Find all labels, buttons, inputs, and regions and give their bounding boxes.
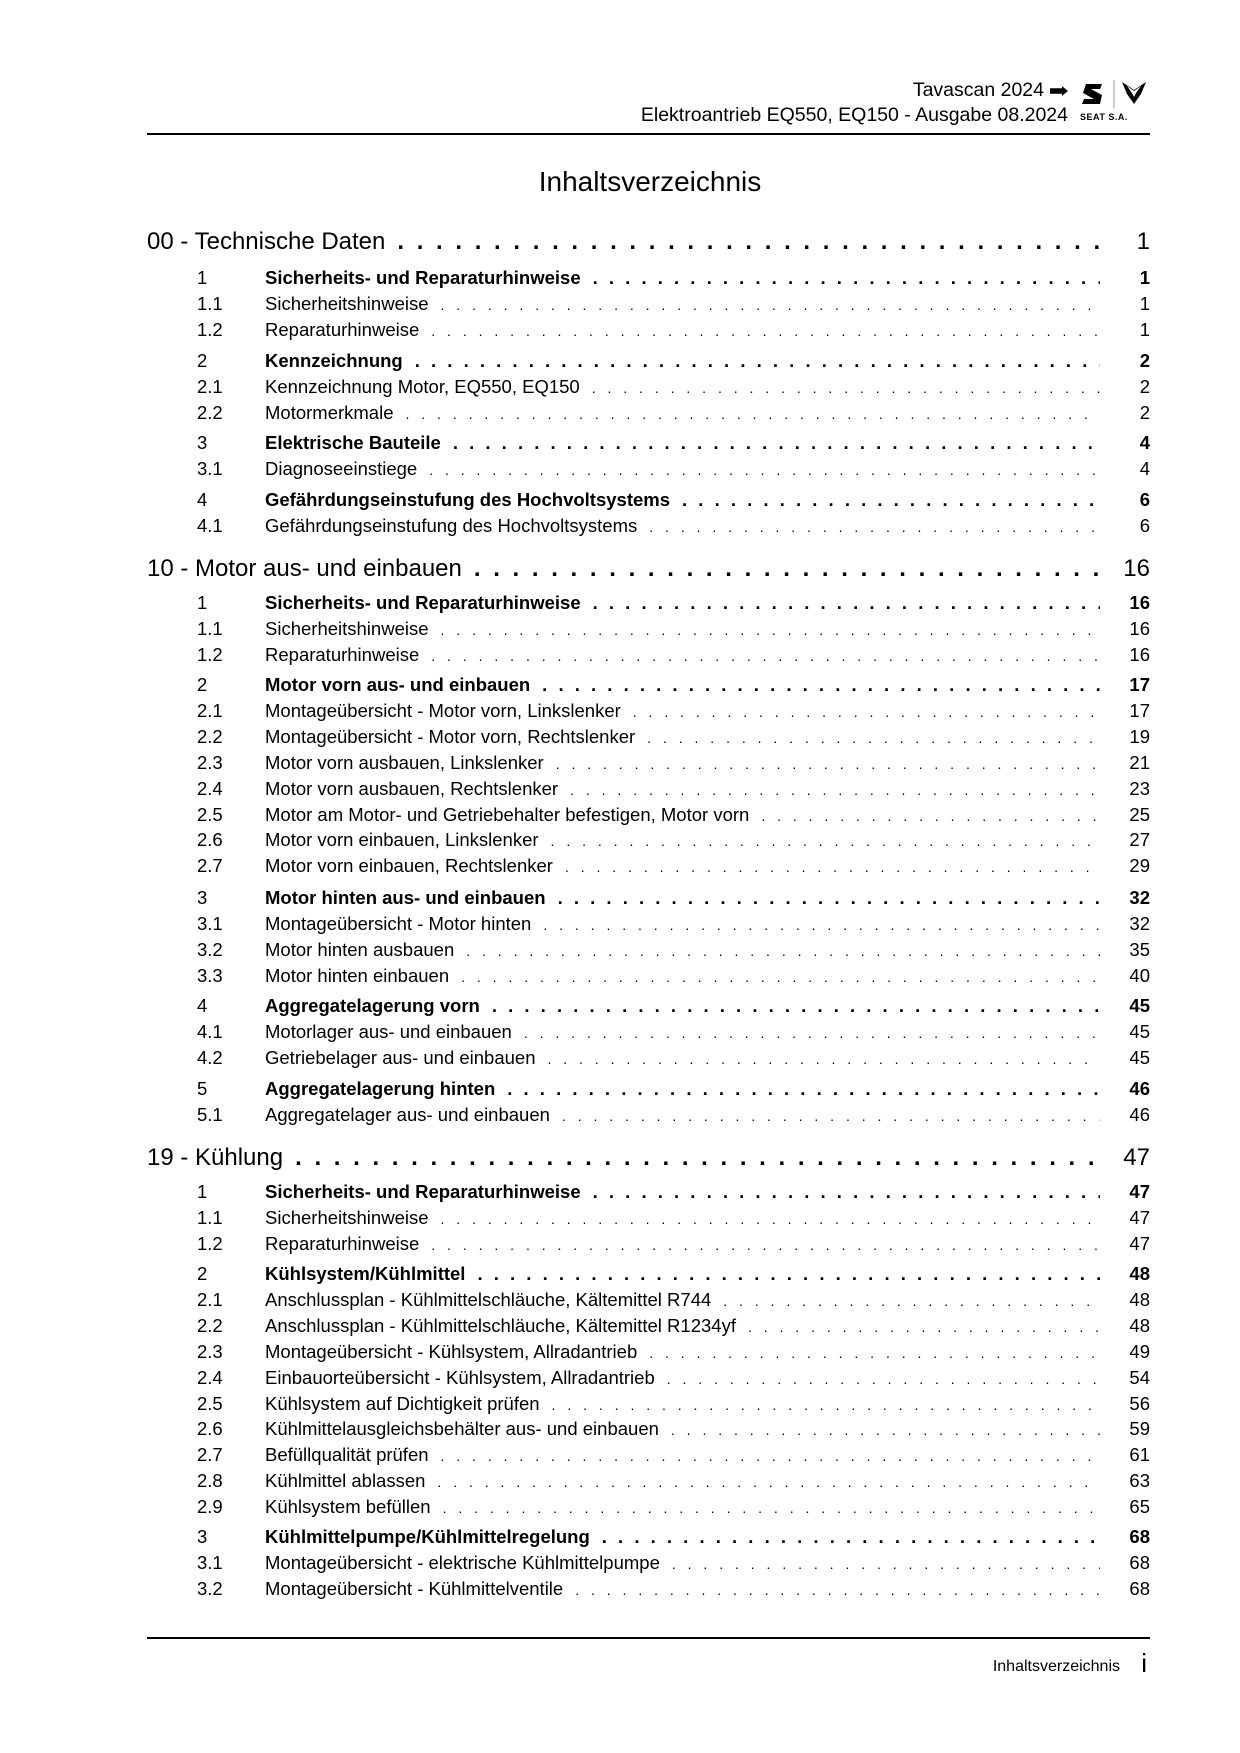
dot-leader [570,782,1100,798]
toc-title: Befüllqualität prüfen [265,1444,441,1466]
toc-page-number: 16 [1129,643,1150,665]
toc-number: 3 [197,1526,208,1547]
toc-page-number: 68 [1129,1526,1150,1547]
toc-entry-row[interactable] [147,913,1150,939]
toc-page-number: 56 [1129,1392,1150,1414]
toc-title: Sicherheits- und Reparaturhinweise [265,267,593,289]
toc-page-number: 25 [1129,803,1150,825]
dot-leader [429,462,1100,478]
toc-title: Sicherheits- und Reparaturhinweise [265,1181,593,1203]
toc-title: Einbauorteübersicht - Kühlsystem, Allradantrieb [265,1367,667,1389]
toc-entry-row[interactable] [147,829,1150,855]
toc-entry-row[interactable] [147,700,1150,726]
toc-page-number: 47 [1129,1232,1150,1254]
toc-number: 3.3 [197,964,223,986]
toc-number: 3.2 [197,938,223,960]
toc-page-number: 47 [1129,1206,1150,1228]
dot-leader [474,555,1100,583]
toc-page-number: 16 [1123,555,1150,582]
toc-page-number: 4 [1139,432,1150,453]
toc-title: Kühlsystem/Kühlmittel [265,1263,477,1285]
toc-title: Kennzeichnung Motor, EQ550, EQ150 [265,376,592,398]
toc-page-number: 49 [1129,1340,1150,1362]
toc-entry-row[interactable] [147,1367,1150,1393]
toc-title: Motor vorn aus- und einbauen [265,674,542,696]
dot-leader [441,1211,1100,1227]
toc-page-number: 68 [1129,1551,1150,1573]
toc-number: 2 [197,674,208,695]
toc-number: 3 [197,432,208,453]
toc-page-number: 63 [1129,1470,1150,1492]
toc-page-number: 48 [1129,1288,1150,1310]
toc-title: Gefährdungseinstufung des Hochvoltsystems [265,515,649,537]
toc-page-number: 45 [1129,1020,1150,1042]
toc-title: 10 - Motor aus- und einbauen [147,555,474,583]
dot-leader [633,704,1100,720]
seat-cupra-logo-icon [1078,78,1150,128]
toc-title: Sicherheitshinweise [265,1207,441,1229]
dot-leader [593,267,1100,289]
toc-page-number: 32 [1129,912,1150,934]
toc-page-number: 17 [1129,674,1150,695]
toc-title: Gefährdungseinstufung des Hochvoltsystems [265,489,682,511]
toc-title: Anschlussplan - Kühlmittelschläuche, Kältemittel R744 [265,1289,723,1311]
toc-entry-row[interactable] [147,778,1150,804]
toc-page-number: 35 [1129,938,1150,960]
toc-number: 4 [197,995,208,1016]
toc-number: 3.1 [197,1551,223,1573]
toc-title: Elektrische Bauteile [265,432,453,454]
toc-title: Aggregatelagerung hinten [265,1078,507,1100]
toc-number: 2.2 [197,725,223,747]
toc-number: 1.2 [197,643,223,665]
dot-leader [543,917,1100,933]
dot-leader [671,1422,1100,1438]
toc-entry-row[interactable] [147,1047,1150,1073]
toc-page-number: 48 [1129,1263,1150,1284]
toc-page-number: 2 [1139,350,1150,371]
toc-section-row[interactable] [147,995,1150,1021]
footer-label: Inhaltsverzeichnis [992,1658,1120,1675]
dot-leader [647,730,1100,746]
dot-leader [672,1556,1100,1572]
toc-number: 5 [197,1078,208,1099]
toc-entry-row[interactable] [147,1315,1150,1341]
toc-title: Sicherheitshinweise [265,293,441,315]
toc-page-number: 46 [1129,1078,1150,1099]
toc-number: 2.1 [197,699,223,721]
dot-leader [295,1144,1100,1172]
dot-leader [524,1025,1100,1041]
dot-leader [548,1051,1101,1067]
toc-page-number: 27 [1129,829,1150,851]
toc-number: 2.4 [197,1366,223,1388]
toc-entry-row[interactable] [147,1418,1150,1444]
toc-section-row[interactable] [147,432,1150,458]
toc-page-number: 59 [1129,1418,1150,1440]
header-edition: Elektroantrieb EQ550, EQ150 - Ausgabe 08.2024 [640,104,1068,126]
toc-number: 3.1 [197,457,223,479]
dot-leader [649,1345,1100,1361]
toc-entry-row[interactable] [147,1207,1150,1233]
dot-leader [542,674,1100,696]
toc-number: 3 [197,887,208,908]
toc-title: Kühlmittelausgleichsbehälter aus- und einbauen [265,1418,671,1440]
toc-entry-row[interactable] [147,293,1150,319]
header-model-line [641,78,1068,103]
toc-title: Kühlsystem auf Dichtigkeit prüfen [265,1393,552,1415]
dot-leader [562,1108,1100,1124]
toc-number: 2.5 [197,803,223,825]
toc-page-number: 46 [1129,1103,1150,1125]
dot-leader [592,380,1100,396]
toc-entry-row[interactable] [147,515,1150,541]
dot-leader [552,1397,1100,1413]
toc-entry-row[interactable] [147,1104,1150,1130]
toc-entry-row[interactable] [147,965,1150,991]
toc-title: Motor vorn einbauen, Linkslenker [265,829,551,851]
toc-title: Kühlsystem befüllen [265,1496,443,1518]
page-header [147,78,1150,134]
toc-chapter-row[interactable] [147,555,1150,587]
toc-entry-row[interactable] [147,644,1150,670]
toc-title: 00 - Technische Daten [147,228,397,256]
toc-page-number: 45 [1129,995,1150,1016]
dot-leader [649,519,1100,535]
toc-page-number: 19 [1129,725,1150,747]
toc-number: 2.9 [197,1496,223,1518]
toc-title: Montageübersicht - Kühlsystem, Allradantrieb [265,1341,649,1363]
toc-page-number: 16 [1129,617,1150,639]
toc-page-number: 6 [1139,514,1150,536]
toc-title: Kennzeichnung [265,350,415,372]
toc-number: 2 [197,350,208,371]
toc-title: Montageübersicht - elektrische Kühlmittelpumpe [265,1552,672,1574]
toc-title: Reparaturhinweise [265,1233,431,1255]
toc-title: Montageübersicht - Motor vorn, Rechtslenker [265,726,647,748]
dot-leader [748,1319,1100,1335]
header-model: Tavascan 2024 [912,79,1044,101]
dot-leader [593,1181,1100,1203]
toc-entry-row[interactable] [147,1233,1150,1259]
toc-number: 2.1 [197,1288,223,1310]
dot-leader [441,297,1100,313]
dot-leader [602,1526,1100,1548]
toc-number: 2.3 [197,1340,223,1362]
dot-leader [667,1371,1100,1387]
toc-entry-row[interactable] [147,1289,1150,1315]
dot-leader [723,1293,1100,1309]
toc-page-number: 21 [1129,751,1150,773]
toc-page-number: 29 [1129,855,1150,877]
dot-leader [682,489,1100,511]
toc-number: 1 [197,267,208,288]
toc-number: 4.1 [197,1020,223,1042]
toc-number: 4 [197,489,208,510]
toc-title: Montageübersicht - Kühlmittelventile [265,1578,575,1600]
dot-leader [437,1474,1100,1490]
toc-entry-row[interactable] [147,458,1150,484]
toc-title: Montageübersicht - Motor hinten [265,913,543,935]
header-text [641,78,1068,128]
toc-title: Motor am Motor- und Getriebehalter befestigen, Motor vorn [265,804,761,826]
toc-number: 2.7 [197,1444,223,1466]
footer-page-number: i [1141,1648,1147,1678]
dot-leader [406,406,1101,422]
toc-title: Motorlager aus- und einbauen [265,1021,524,1043]
toc-title: Getriebelager aus- und einbauen [265,1047,548,1069]
dot-leader [466,943,1100,959]
toc-title: Aggregatelagerung vorn [265,995,492,1017]
toc-page-number: 61 [1129,1444,1150,1466]
toc-entry-row[interactable] [147,855,1150,881]
toc-page-number: 45 [1129,1046,1150,1068]
toc-chapter-row[interactable] [147,228,1150,260]
toc-title: Reparaturhinweise [265,319,431,341]
toc-number: 3.2 [197,1577,223,1599]
toc-number: 2.6 [197,829,223,851]
dot-leader [431,323,1100,339]
logo-caption: SEAT S.A. [1080,112,1128,122]
dot-leader [551,833,1100,849]
dot-leader [556,756,1100,772]
toc-number: 2.8 [197,1470,223,1492]
toc-title: Motor vorn ausbauen, Rechtslenker [265,778,570,800]
toc-number: 2.2 [197,401,223,423]
toc-entry-row[interactable] [147,752,1150,778]
footer-rule [147,1637,1150,1639]
toc-page-number: 23 [1129,777,1150,799]
toc-section-row[interactable] [147,1526,1150,1552]
toc-entry-row[interactable] [147,402,1150,428]
toc-entry-row[interactable] [147,319,1150,345]
toc-page-number: 4 [1139,457,1150,479]
toc-entry-row[interactable] [147,618,1150,644]
dot-leader [761,808,1100,824]
toc-page-number: 1 [1136,228,1150,255]
toc-title: Reparaturhinweise [265,644,431,666]
toc-number: 2.7 [197,855,223,877]
toc-title: Motormerkmale [265,402,406,424]
toc-entry-row[interactable] [147,1470,1150,1496]
toc-number: 5.1 [197,1103,223,1125]
toc-section-row[interactable] [147,674,1150,700]
toc-entry-row[interactable] [147,1552,1150,1578]
toc-number: 4.2 [197,1046,223,1068]
dot-leader [461,969,1100,985]
toc-page-number: 40 [1129,964,1150,986]
toc-entry-row[interactable] [147,939,1150,965]
toc-section-row[interactable] [147,1181,1150,1207]
toc-page-number: 16 [1129,592,1150,613]
toc-entry-row[interactable] [147,1444,1150,1470]
toc-title: Anschlussplan - Kühlmittelschläuche, Kältemittel R1234yf [265,1315,748,1337]
dot-leader [397,228,1100,256]
toc-page-number: 48 [1129,1314,1150,1336]
toc-section-row[interactable] [147,887,1150,913]
dot-leader [431,1237,1100,1253]
toc-number: 1.1 [197,1206,223,1228]
toc-page-number: 54 [1129,1366,1150,1388]
dot-leader [558,887,1100,909]
toc-title: Montageübersicht - Motor vorn, Linkslenker [265,700,633,722]
toc-section-row[interactable] [147,592,1150,618]
toc-title: Motor hinten ausbauen [265,939,466,961]
toc-number: 2.6 [197,1418,223,1440]
toc-page-number: 47 [1129,1181,1150,1202]
toc-number: 2.1 [197,375,223,397]
toc-section-row[interactable] [147,1078,1150,1104]
toc-section-row[interactable] [147,350,1150,376]
toc-number: 2.5 [197,1392,223,1414]
toc-title: Sicherheits- und Reparaturhinweise [265,592,593,614]
toc-number: 1 [197,1181,208,1202]
toc-number: 2 [197,1263,208,1284]
dot-leader [565,859,1100,875]
toc-entry-row[interactable] [147,1021,1150,1047]
toc-number: 1.2 [197,318,223,340]
toc-entry-row[interactable] [147,1578,1150,1604]
toc-page-number: 68 [1129,1577,1150,1599]
dot-leader [443,1500,1100,1516]
toc-title: Aggregatelager aus- und einbauen [265,1104,562,1126]
toc-number: 1 [197,592,208,613]
toc-entry-row[interactable] [147,1393,1150,1419]
toc-entry-row[interactable] [147,1341,1150,1367]
arrow-right-icon [1050,84,1068,98]
toc-number: 2.4 [197,777,223,799]
toc-number: 1.2 [197,1232,223,1254]
toc-entry-row[interactable] [147,804,1150,830]
toc-section-row[interactable] [147,1263,1150,1289]
header-rule [147,133,1150,135]
toc-title: Motor vorn ausbauen, Linkslenker [265,752,556,774]
toc-title: Motor hinten einbauen [265,965,461,987]
toc-title: Kühlmittel ablassen [265,1470,437,1492]
toc-number: 2.3 [197,751,223,773]
toc-title: Sicherheitshinweise [265,618,441,640]
dot-leader [507,1078,1100,1100]
toc-title: Kühlmittelpumpe/Kühlmittelregelung [265,1526,602,1548]
page-title: Inhaltsverzeichnis [538,166,762,197]
toc-entry-row[interactable] [147,1496,1150,1522]
toc-entry-row[interactable] [147,376,1150,402]
dot-leader [431,648,1100,664]
toc-title: Motor vorn einbauen, Rechtslenker [265,855,565,877]
toc-page-number: 1 [1139,267,1150,288]
toc-title: 19 - Kühlung [147,1144,295,1172]
toc-section-row[interactable] [147,267,1150,293]
toc-page-number: 2 [1139,375,1150,397]
dot-leader [477,1263,1100,1285]
toc-page-number: 32 [1129,887,1150,908]
toc-page-number: 65 [1129,1496,1150,1518]
toc-number: 1.1 [197,292,223,314]
toc-title: Motor hinten aus- und einbauen [265,887,558,909]
toc-number: 3.1 [197,912,223,934]
toc-page-number: 1 [1139,318,1150,340]
toc-page-number: 1 [1139,292,1150,314]
dot-leader [492,995,1100,1017]
toc-entry-row[interactable] [147,726,1150,752]
toc-page-number: 6 [1139,489,1150,510]
toc-chapter-row[interactable] [147,1144,1150,1176]
toc-page-number: 2 [1139,401,1150,423]
toc-number: 1.1 [197,617,223,639]
dot-leader [441,1448,1100,1464]
dot-leader [415,350,1100,372]
dot-leader [453,432,1100,454]
toc-page-number: 47 [1123,1144,1150,1171]
toc-title: Diagnoseeinstiege [265,458,429,480]
toc-page-number: 17 [1129,699,1150,721]
toc-number: 2.2 [197,1314,223,1336]
toc-section-row[interactable] [147,489,1150,515]
dot-leader [593,592,1100,614]
dot-leader [575,1582,1100,1598]
toc-number: 4.1 [197,514,223,536]
dot-leader [441,622,1100,638]
